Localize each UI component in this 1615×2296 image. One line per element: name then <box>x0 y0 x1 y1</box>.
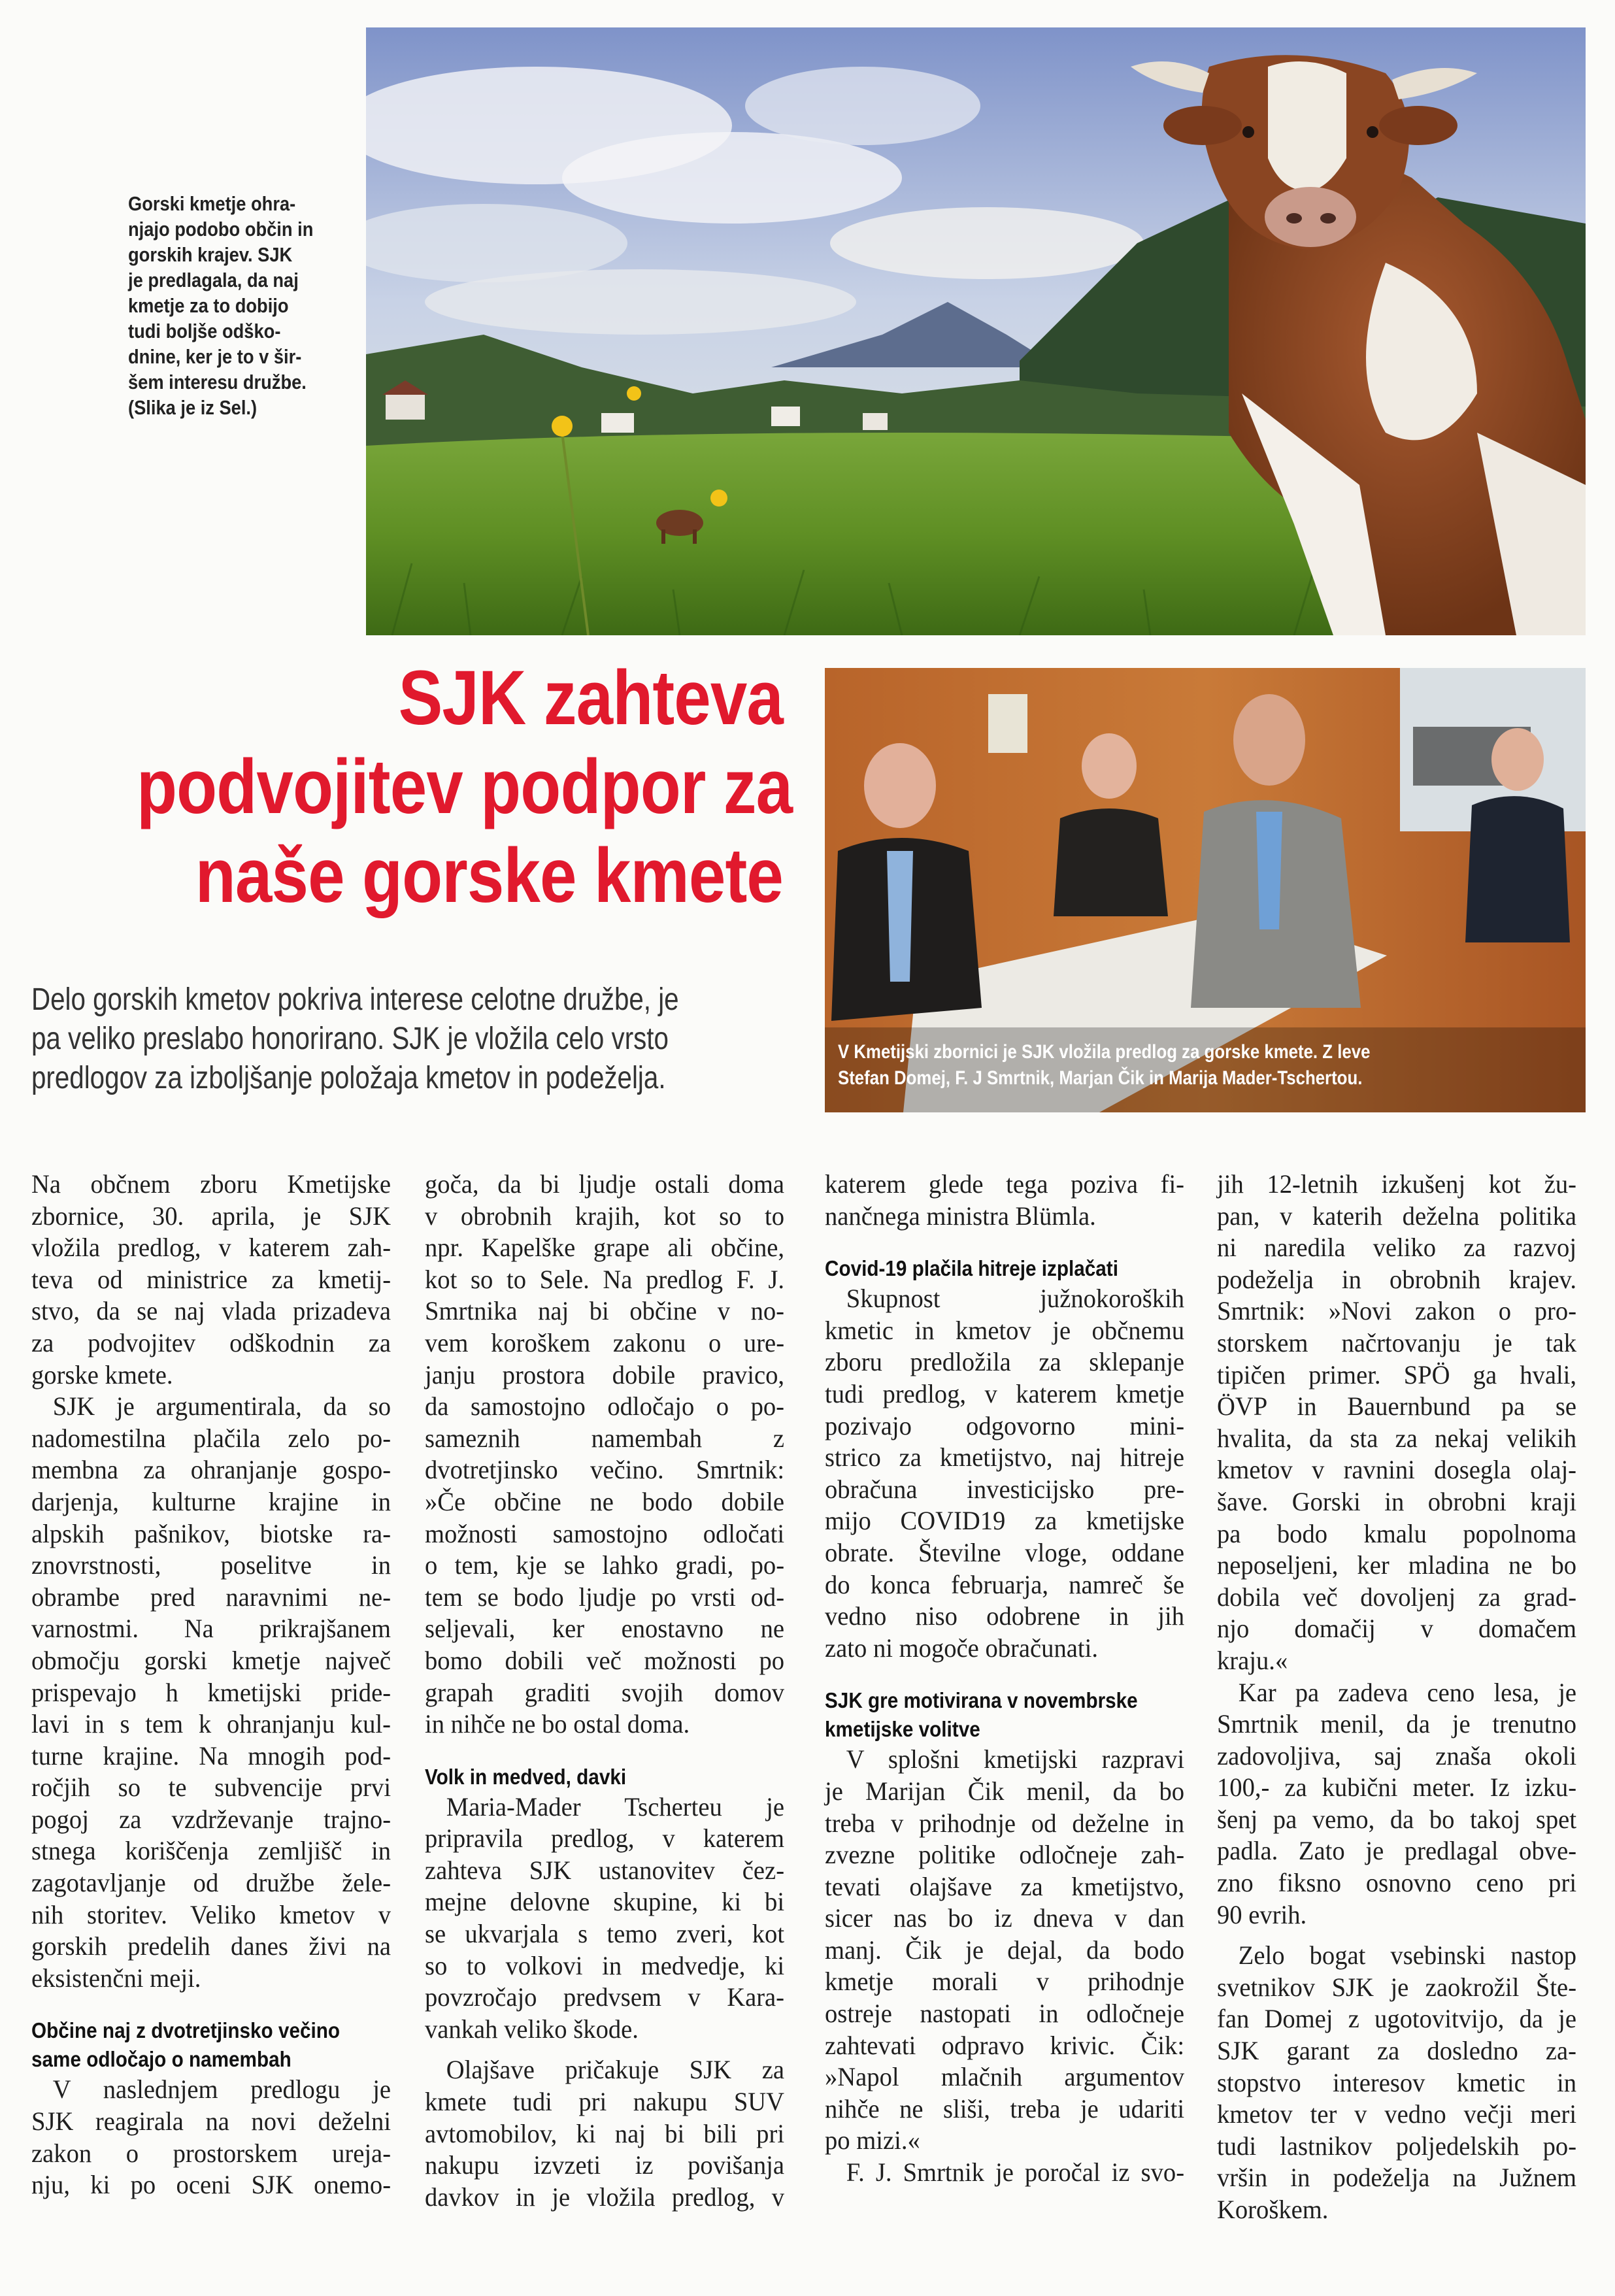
text-line: pozivajo odgovorno mini- <box>825 1410 1185 1440</box>
subheading-line: kmetijske volitve <box>825 1717 980 1742</box>
text-line: Zelo bogat vsebinski nastop <box>1238 1940 1577 1971</box>
text-line: tem se bodo ljudje po vrsti od- <box>425 1582 785 1612</box>
text-line: pan, v katerih deželna politika <box>1217 1201 1577 1231</box>
caption-line: V Kmetijski zbornici je SJK vložila predlog za gorske kmete. Z leve <box>838 1041 1371 1063</box>
paragraph <box>425 1169 784 1740</box>
spacer <box>1217 1931 1590 1940</box>
text-line: strico za kmetijstvo, naj hitreje <box>825 1442 1185 1472</box>
text-line: Koroškem. <box>1217 2195 1329 2224</box>
text-line: povzročajo predvsem v Kara- <box>425 1982 785 2012</box>
text-line: po mizi.« <box>825 2125 920 2155</box>
caption-line: (Slika je iz Sel.) <box>128 396 258 419</box>
text-line: tudi predlog, v katerem kmetje <box>825 1378 1185 1408</box>
text-line: so to volkovi in medvedje, ki <box>425 1950 785 1980</box>
text-line: o tem, kje se lahko gradi, po- <box>425 1550 785 1580</box>
spacer <box>825 1232 1197 1254</box>
text-line: Skupnost južnokoroških <box>846 1284 1185 1314</box>
text-line: storskem načrtovanju je tak <box>1217 1327 1577 1357</box>
text-line: obrambe pred naravnimi ne- <box>31 1582 391 1612</box>
paragraph <box>825 1744 1184 2188</box>
spacer <box>425 1740 797 1763</box>
text-line: seljevali, ker enostavno ne <box>425 1614 785 1644</box>
text-line: tevati olajšave za kmetijstvo, <box>825 1871 1185 1901</box>
text-line: lavi in s tem k ohranjanju kul- <box>31 1709 391 1739</box>
text-line: zvezne politike odločneje zah- <box>825 1840 1185 1870</box>
text-line: sicer nas bo iz dneva v dan <box>825 1903 1185 1933</box>
text-line: kot so to Sele. Na predlog F. J. <box>425 1264 785 1294</box>
paragraph <box>425 1791 784 2046</box>
text-line: območju gorski kmetje največ <box>31 1645 391 1675</box>
text-line: v obrobnih krajih, kot so to <box>425 1201 785 1231</box>
article-column-1 <box>31 1169 404 2201</box>
text-line: grapah graditi svojih domov <box>425 1677 785 1707</box>
text-line: ostreje nastopati in odločneje <box>825 1999 1185 2029</box>
spacer <box>31 1994 404 2016</box>
subheading-line: same odločajo o namembah <box>31 2047 291 2072</box>
text-line: katerem glede tega poziva fi- <box>825 1169 1185 1199</box>
lead-line: predlogov za izboljšanje položaja kmetov in podeželja. <box>31 1061 666 1095</box>
headline <box>31 654 793 920</box>
text-line: pogoj za vzdrževanje trajno- <box>31 1804 391 1834</box>
text-line: Na občnem zboru Kmetijske <box>31 1169 391 1199</box>
paragraph <box>1217 1169 1576 1677</box>
text-line: zbornice, 30. aprila, je SJK <box>31 1201 391 1231</box>
text-line: alpskih pašnikov, biotske ra- <box>31 1518 391 1548</box>
caption-line: je predlagala, da naj <box>128 269 299 291</box>
text-line: mejne delovne skupine, ki bi <box>425 1887 785 1917</box>
caption-line: Gorski kmetje ohra- <box>128 192 296 215</box>
text-line: V splošni kmetijski razpravi <box>846 1744 1185 1774</box>
text-line: treba v prihodnje od deželne in <box>825 1808 1185 1838</box>
text-line: ni naredila veliko za razvoj <box>1217 1233 1577 1263</box>
paragraph <box>425 2054 784 2213</box>
text-line: bomo dobili več možnosti po <box>425 1645 785 1675</box>
text-line: SJK je argumentirala, da so <box>52 1391 391 1422</box>
text-line: podeželja in obrobnih krajev. <box>1217 1264 1577 1294</box>
text-line: manj. Čik je dejal, da bodo <box>825 1935 1185 1965</box>
text-line: teva od ministrice za kmetij- <box>31 1264 391 1294</box>
text-line: tipičen primer. SPÖ ga hvali, <box>1217 1359 1577 1389</box>
text-line: sameznih namembah z <box>425 1423 785 1453</box>
caption-line: gorskih krajev. SJK <box>128 243 293 266</box>
text-line: Smrtnika naj bi občine v no- <box>425 1296 785 1326</box>
text-line: Maria-Mader Tscherteu je <box>446 1791 785 1822</box>
text-line: njo domačij v domačem <box>1217 1614 1577 1644</box>
caption-line: tudi boljše odško- <box>128 320 281 342</box>
text-line: stvo, da se naj vlada prizadeva <box>31 1296 391 1326</box>
text-line: Smrtnik menil, da je trenutno <box>1217 1709 1577 1739</box>
paragraph <box>31 1391 391 1994</box>
text-line: vem koroškem zakonu o ure- <box>425 1327 785 1357</box>
text-line: vedno niso odobrene in jih <box>825 1601 1185 1631</box>
text-line: hvalita, da sta za nekaj velikih <box>1217 1423 1577 1453</box>
text-line: svetnikov SJK je zaokrožil Šte- <box>1217 1972 1577 2002</box>
headline-line: naše gorske kmete <box>195 833 783 919</box>
text-line: zakon o prostorskem ureja- <box>31 2138 391 2168</box>
text-line: možnosti samostojno odločati <box>425 1518 785 1548</box>
text-line: fan Domej z ugotovitvijo, da je <box>1217 2004 1577 2034</box>
text-line: Kar pa zadeva ceno lesa, je <box>1238 1677 1577 1707</box>
text-line: V naslednjem predlogu je <box>52 2074 391 2105</box>
text-line: goča, da bi ljudje ostali doma <box>425 1169 785 1199</box>
paragraph <box>31 1169 391 1391</box>
lead-line: Delo gorskih kmetov pokriva interese celotne družbe, je <box>31 982 679 1017</box>
text-line: dvotretjinsko večino. Smrtnik: <box>425 1455 785 1485</box>
text-line: vankah veliko škode. <box>425 2014 639 2044</box>
article-column-3 <box>825 1169 1197 2189</box>
text-line: da samostojno odločajo o po- <box>425 1391 785 1422</box>
text-line: 100,- za kubični meter. Iz izku- <box>1217 1772 1577 1803</box>
text-line: kmetov ter v vedno večji meri <box>1217 2099 1577 2129</box>
text-line: šenj pa vemo, da bo takoj spet <box>1217 1804 1577 1834</box>
subheading: Covid-19 plačila hitreje izplačati <box>825 1256 1118 1281</box>
article-column-4 <box>1217 1169 1590 2226</box>
text-line: padla. Zato je predlagal obve- <box>1217 1836 1577 1866</box>
subheading-line: SJK gre motivirana v novembrske <box>825 1688 1138 1713</box>
text-line: neposeljeni, ker mladina ne bo <box>1217 1550 1577 1580</box>
text-line: darjenja, kulturne krajine in <box>31 1486 391 1516</box>
caption-line: dnine, ker je to v šir- <box>128 345 302 368</box>
paragraph <box>825 1169 1184 1232</box>
caption-line: njajo podobo občin in <box>128 218 314 241</box>
text-line: je Marijan Čik menil, da bo <box>825 1776 1185 1806</box>
text-line: pa bodo kmalu popolnoma <box>1217 1518 1577 1548</box>
text-line: zahteva SJK ustanovitev čez- <box>425 1855 785 1885</box>
text-line: npr. Kapelške grape ali občine, <box>425 1233 785 1263</box>
text-line: obračuna investicijsko pre- <box>825 1474 1185 1504</box>
spacer <box>825 1664 1197 1686</box>
text-line: jih 12-letnih izkušenj kot žu- <box>1217 1169 1577 1199</box>
text-line: nihče ne sliši, treba je udariti <box>825 2093 1185 2123</box>
text-line: nadomestilna plačila zelo po- <box>31 1423 391 1453</box>
text-line: zadovoljiva, saj znaša okoli <box>1217 1740 1577 1771</box>
text-line: 90 evrih. <box>1217 1899 1307 1929</box>
text-line: obrate. Številne vloge, oddane <box>825 1537 1185 1567</box>
text-line: se ukvarjala s temo zveri, kot <box>425 1919 785 1949</box>
cow-photo-caption <box>128 191 329 420</box>
text-line: kmetje morali v prihodnje <box>825 1967 1185 1997</box>
text-line: avtomobilov, ki naj bi bili pri <box>425 2118 785 2148</box>
paragraph <box>1217 1940 1576 2225</box>
text-line: nih storitev. Veliko kmetov v <box>31 1899 391 1929</box>
subheading-line: Občine naj z dvotretjinsko večino <box>31 2018 341 2043</box>
text-line: pripravila predlog, v katerem <box>425 1823 785 1854</box>
text-line: zagotavljanje od družbe žele- <box>31 1868 391 1898</box>
text-line: kmetic in kmetov je občnemu <box>825 1315 1185 1345</box>
headline-line: podvojitev podpor za <box>137 744 793 830</box>
text-line: tudi lastnikov poljedelskih po- <box>1217 2131 1577 2161</box>
text-line: zboru predložila za sklepanje <box>825 1347 1185 1377</box>
text-line: šave. Gorski in obrobni kraji <box>1217 1486 1577 1516</box>
cow-photo <box>366 27 1586 635</box>
text-line: znovrstnosti, poselitve in <box>31 1550 391 1580</box>
text-line: za podvojitev odškodnin za <box>31 1327 391 1357</box>
text-line: prispevajo h kmetijski pride- <box>31 1677 391 1707</box>
text-line: zno fiksno osnovno ceno pri <box>1217 1868 1577 1898</box>
text-line: do konca februarja, namreč še <box>825 1569 1185 1599</box>
lead-paragraph <box>31 980 816 1098</box>
text-line: in nihče ne bo ostal doma. <box>425 1709 690 1739</box>
text-line: mijo COVID19 za kmetijske <box>825 1506 1185 1536</box>
paragraph <box>31 2074 391 2201</box>
text-line: nančnega ministra Blümla. <box>825 1201 1096 1231</box>
text-line: kmetov v ravnini dosegla olaj- <box>1217 1455 1577 1485</box>
caption-line: Stefan Domej, F. J Smrtnik, Marjan Čik in Marija Mader-Tschertou. <box>838 1067 1363 1089</box>
text-line: davkov in je vložila predlog, v <box>425 2182 785 2212</box>
article-column-2 <box>425 1169 797 2213</box>
text-line: stopstvo interesov kmetic in <box>1217 2067 1577 2097</box>
lead-line: pa veliko preslabo honorirano. SJK je vložila celo vrsto <box>31 1022 669 1056</box>
text-line: membna za ohranjanje gospo- <box>31 1455 391 1485</box>
text-line: »Napol mlačnih argumentov <box>825 2062 1185 2092</box>
text-line: zato ni mogoče obračunati. <box>825 1633 1099 1663</box>
text-line: kraju.« <box>1217 1645 1288 1675</box>
text-line: SJK garant za dosledno za- <box>1217 2036 1577 2066</box>
text-line: kmete tudi pri nakupu SUV <box>425 2087 785 2117</box>
text-line: eksistenčni meji. <box>31 1963 201 1993</box>
text-line: zahtevati odpravo krivic. Čik: <box>825 2030 1185 2060</box>
text-line: janju prostora dobile pravico, <box>425 1359 785 1389</box>
text-line: stnega koriščenja zemljišč in <box>31 1836 391 1866</box>
text-line: »Če občine ne bodo dobile <box>425 1486 785 1516</box>
spacer <box>425 2045 797 2054</box>
paragraph <box>1217 1677 1576 1931</box>
text-line: varnostmi. Na prikrajšanem <box>31 1614 391 1644</box>
caption-line: kmetje za to dobijo <box>128 294 289 317</box>
meeting-photo-caption <box>838 1039 1576 1091</box>
text-line: Olajšave pričakuje SJK za <box>446 2055 785 2085</box>
subheading: Volk in medved, davki <box>425 1764 627 1789</box>
text-line: vložila predlog, v katerem zah- <box>31 1233 391 1263</box>
text-line: SJK reagirala na novi deželni <box>31 2106 391 2137</box>
text-line: ročjih so te subvencije prvi <box>31 1772 391 1803</box>
paragraph <box>825 1283 1184 1664</box>
text-line: vršin in podeželja na Južnem <box>1217 2163 1577 2193</box>
text-line: ÖVP in Bauernbund pa se <box>1217 1391 1577 1422</box>
text-line: F. J. Smrtnik je poročal iz svo- <box>846 2157 1185 2188</box>
subheading <box>825 1686 1197 1744</box>
caption-line: šem interesu družbe. <box>128 371 307 393</box>
text-line: Smrtnik: »Novi zakon o pro- <box>1217 1296 1577 1326</box>
text-line: dobila več dovoljenj za grad- <box>1217 1582 1577 1612</box>
text-line: gorske kmete. <box>31 1359 173 1389</box>
text-line: nju, ki po oceni SJK onemo- <box>31 2170 391 2200</box>
text-line: nakupu izvzeti iz povišanja <box>425 2150 785 2180</box>
text-line: gorskih predelih danes živi na <box>31 1931 391 1961</box>
headline-line: SJK zahteva <box>398 655 783 741</box>
subheading <box>31 2016 404 2074</box>
text-line: turne krajine. Na mnogih pod- <box>31 1740 391 1771</box>
